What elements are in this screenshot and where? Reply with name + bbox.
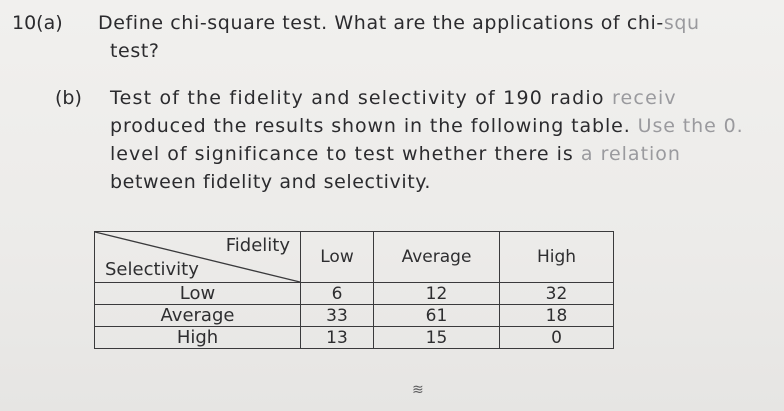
- table-cell: 18: [500, 305, 614, 327]
- table-cell: 13: [301, 327, 374, 349]
- row-label: Average: [95, 305, 301, 327]
- question-a-line-2: test?: [110, 40, 160, 62]
- table-cell: 33: [301, 305, 374, 327]
- table-cell: 61: [374, 305, 500, 327]
- row-axis-label: Selectivity: [105, 259, 199, 280]
- column-header: Average: [374, 232, 500, 283]
- table-cell: 32: [500, 283, 614, 305]
- question-b-line-2: produced the results shown in the following table. Use the 0.: [110, 115, 744, 137]
- question-a-line-1: Define chi-square test. What are the applications of chi-squ: [98, 12, 700, 34]
- table-cell: 0: [500, 327, 614, 349]
- table-row: [95, 283, 614, 305]
- row-label: Low: [95, 283, 301, 305]
- table-cell: 6: [301, 283, 374, 305]
- contingency-table: [94, 231, 614, 349]
- table-header-row: [95, 232, 614, 283]
- question-b-line-1: Test of the fidelity and selectivity of 190 radio receiv: [110, 87, 677, 109]
- question-b-line-4: between fidelity and selectivity.: [110, 171, 432, 193]
- bottom-squiggle-mark: ≋: [412, 382, 424, 398]
- row-label: High: [95, 327, 301, 349]
- column-axis-label: Fidelity: [225, 235, 290, 256]
- table-corner-cell: [95, 232, 301, 283]
- column-header: High: [500, 232, 614, 283]
- question-b-line-3: level of significance to test whether there is a relation: [110, 143, 681, 165]
- question-b-label: (b): [55, 87, 82, 109]
- table-cell: 15: [374, 327, 500, 349]
- table-row: [95, 305, 614, 327]
- question-a-number: 10(a): [12, 12, 63, 34]
- column-header: Low: [301, 232, 374, 283]
- table-cell: 12: [374, 283, 500, 305]
- table-row: [95, 327, 614, 349]
